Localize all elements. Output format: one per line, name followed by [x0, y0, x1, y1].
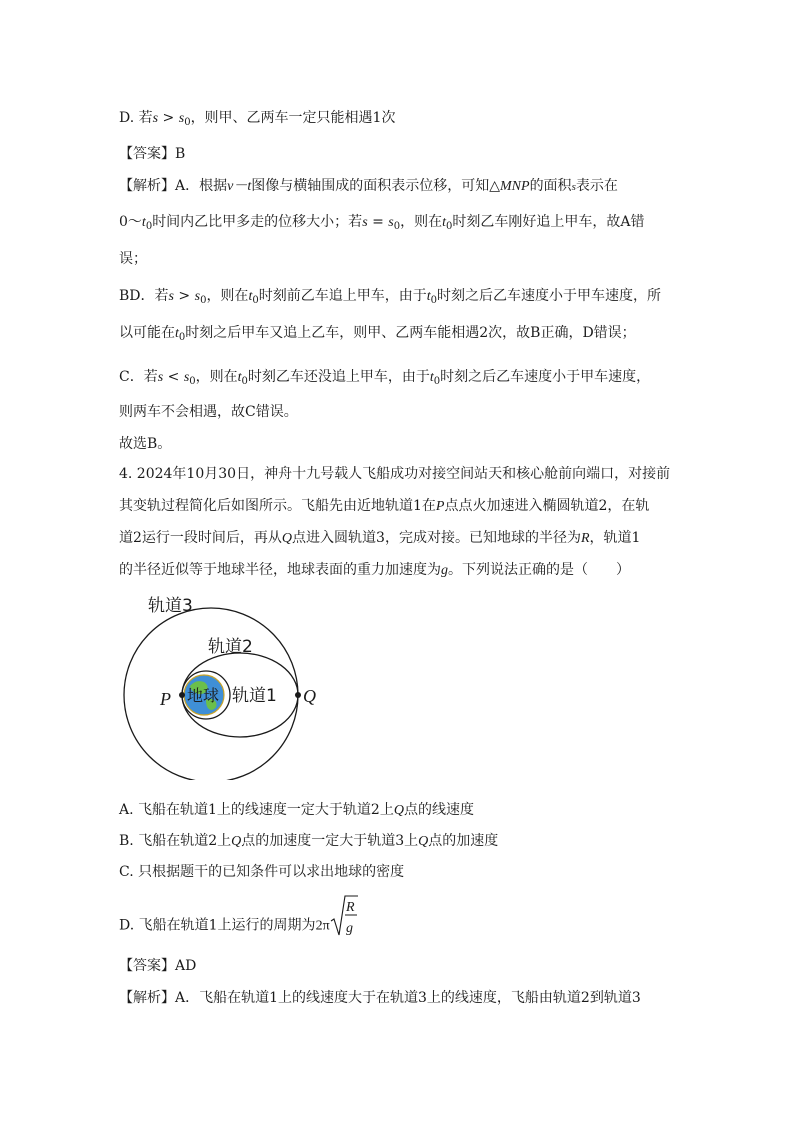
text: 时刻之后乙车速度小于甲车速度， — [440, 369, 651, 385]
symbol-s0: s — [194, 289, 201, 304]
explanation-line-2 — [119, 212, 645, 237]
symbol-s0: s — [178, 111, 185, 126]
subscript-zero: 0 — [252, 295, 259, 306]
explanation-line-1 — [119, 176, 618, 197]
answer-value: B — [175, 146, 186, 162]
orbit-2-label: 轨道2 — [208, 637, 253, 657]
text: 。下列说法正确的是（ ） — [448, 562, 630, 578]
symbol-v-t: v－t — [227, 179, 252, 194]
symbol-s: s — [362, 215, 368, 230]
text: C．若 — [119, 369, 158, 385]
text: 只根据题干的已知条件可以求出地球的密度 — [138, 864, 405, 880]
point-q-dot — [295, 692, 301, 698]
option-c — [119, 862, 404, 882]
point-p-dot — [179, 692, 185, 698]
text: 点的加速度一定大于轨道3上 — [241, 833, 419, 849]
text: 飞船在轨道1上的线速度一定大于轨道2上 — [138, 802, 394, 818]
point-q-label: Q — [303, 686, 316, 706]
text: 的面积 — [529, 178, 572, 194]
symbol-gt: > — [173, 288, 195, 304]
text: 0～ — [119, 214, 142, 230]
symbol-q: Q — [393, 803, 404, 818]
answer-tag: 【答案】 — [119, 146, 175, 162]
sqrt-fraction — [330, 893, 358, 958]
symbol-t: t — [141, 215, 146, 230]
option-d-q3 — [119, 108, 395, 133]
symbol-q: Q — [231, 834, 242, 849]
answer-value: AD — [175, 958, 197, 974]
subscript-zero: 0 — [189, 376, 196, 387]
text: 时间内乙比甲多走的位移大小；若 — [152, 214, 363, 230]
symbol-s0: s — [388, 215, 394, 230]
sqrt-symbol — [330, 893, 358, 939]
text: 表示在 — [575, 178, 618, 194]
text: ，轨道1 — [589, 530, 641, 546]
text: A．飞船在轨道1上的线速度大于在轨道3上的线速度，飞船由轨道2到轨道3 — [175, 990, 641, 1006]
subscript-zero: 0 — [145, 221, 153, 232]
explanation-line-4 — [119, 286, 661, 311]
option-label: C. — [119, 864, 134, 880]
point-p-label: P — [160, 689, 171, 709]
text: 以可能在 — [119, 325, 175, 341]
orbit-diagram — [118, 590, 328, 780]
explanation-line-7 — [119, 402, 298, 422]
text: ，则在 — [206, 288, 249, 304]
option-d — [119, 893, 358, 958]
symbol-gt: > — [158, 110, 179, 126]
text: 4. 2024年10月30日，神舟十九号载人飞船成功对接空间站天和核心舱前向端口，对接前 — [119, 466, 671, 482]
subscript-zero: 0 — [178, 332, 186, 343]
fraction-denominator: g — [345, 921, 353, 936]
text: ，则在 — [195, 369, 238, 385]
text: 的半径近似等于地球半径，地球表面的重力加速度为 — [119, 562, 441, 578]
symbol-t: t — [237, 370, 242, 385]
option-label: D. — [119, 110, 135, 126]
text: 则两车不会相遇，故C错误。 — [119, 404, 298, 420]
symbol-t: t — [426, 289, 431, 304]
text: 道2运行一段时间后，再从 — [119, 530, 282, 546]
option-label: A. — [119, 802, 134, 818]
text: 飞船在轨道1上运行的周期为 — [138, 917, 316, 934]
option-b — [119, 831, 498, 852]
symbol-s: s — [152, 111, 159, 126]
text: 点的线速度 — [403, 802, 474, 818]
subscript-zero: 0 — [200, 295, 207, 306]
text: 时刻前乙车追上甲车，由于 — [258, 288, 427, 304]
option-text: ，则甲、乙两车一定只能相遇1次 — [190, 110, 396, 126]
symbol-t: t — [442, 215, 446, 230]
text: BD．若 — [119, 288, 169, 304]
answer-q4 — [119, 956, 196, 976]
symbol-s: s — [571, 181, 576, 193]
text: ，则在 — [400, 214, 443, 230]
text: 飞船在轨道2上 — [138, 833, 232, 849]
explanation-tag: 【解析】 — [119, 990, 175, 1006]
text: 点的加速度 — [428, 833, 499, 849]
explanation-line-5 — [119, 323, 636, 348]
text: 点进入圆轨道3，完成对接。已知地球的半径为 — [292, 530, 581, 546]
q4-stem-line-2 — [119, 496, 649, 517]
explanation-line-8 — [119, 434, 171, 454]
symbol-g: g — [441, 563, 448, 578]
symbol-q: Q — [418, 834, 429, 849]
orbit-3-label: 轨道3 — [148, 596, 193, 616]
subscript-zero: 0 — [430, 295, 437, 306]
text: 时刻之后乙车速度小于甲车速度，所 — [436, 288, 661, 304]
subscript-zero: 0 — [241, 376, 248, 387]
option-text: 若 — [138, 110, 153, 126]
text: 时刻乙车还没追上甲车，由于 — [247, 369, 430, 385]
option-label: B. — [119, 833, 134, 849]
answer-tag: 【答案】 — [119, 958, 175, 974]
symbol-s: s — [157, 370, 164, 385]
subscript-zero: 0 — [446, 221, 453, 232]
q4-stem-line-4 — [119, 560, 630, 581]
fraction-numerator: R — [345, 900, 355, 915]
earth-label: 地球 — [187, 686, 220, 705]
symbol-r: R — [580, 531, 590, 546]
subscript-zero: 0 — [184, 117, 191, 128]
text: 误； — [119, 251, 147, 267]
q4-stem-line-1 — [119, 464, 670, 484]
subscript-zero: 0 — [393, 221, 401, 232]
explanation-line-6 — [119, 367, 650, 392]
text: 故选B。 — [119, 436, 172, 452]
option-a — [119, 800, 474, 821]
q4-stem-line-3 — [119, 528, 640, 549]
symbol-p: P — [435, 499, 445, 514]
symbol-t: t — [175, 326, 179, 341]
symbol-eq: = — [367, 214, 389, 230]
symbol-lt: < — [163, 369, 184, 385]
text: A．根据 — [175, 178, 228, 194]
explanation-tag: 【解析】 — [119, 178, 175, 194]
symbol-mnp: MNP — [500, 179, 530, 194]
text: 图像与横轴围成的面积表示位移，可知△ — [251, 178, 500, 194]
explanation-q4-line-1 — [119, 988, 641, 1008]
text: 时刻之后甲车又追上乙车，则甲、乙两车能相遇2次，故B正确，D错误； — [185, 325, 636, 341]
orbit-1-label: 轨道1 — [232, 686, 277, 706]
text: 其变轨过程简化后如图所示。飞船先由近地轨道1在 — [119, 498, 436, 514]
text: 时刻乙车刚好追上甲车，故A错 — [452, 214, 645, 230]
subscript-zero: 0 — [433, 376, 441, 387]
symbol-s0: s — [183, 370, 190, 385]
symbol-s: s — [168, 289, 174, 304]
symbol-q: Q — [281, 531, 293, 546]
option-label: D. — [119, 917, 135, 934]
answer-q3 — [119, 144, 185, 164]
formula-coefficient: 2π — [315, 918, 330, 934]
explanation-line-3 — [119, 249, 147, 269]
symbol-t: t — [429, 370, 434, 385]
symbol-t: t — [248, 289, 253, 304]
text: 点点火加速进入椭圆轨道2，在轨 — [444, 498, 650, 514]
